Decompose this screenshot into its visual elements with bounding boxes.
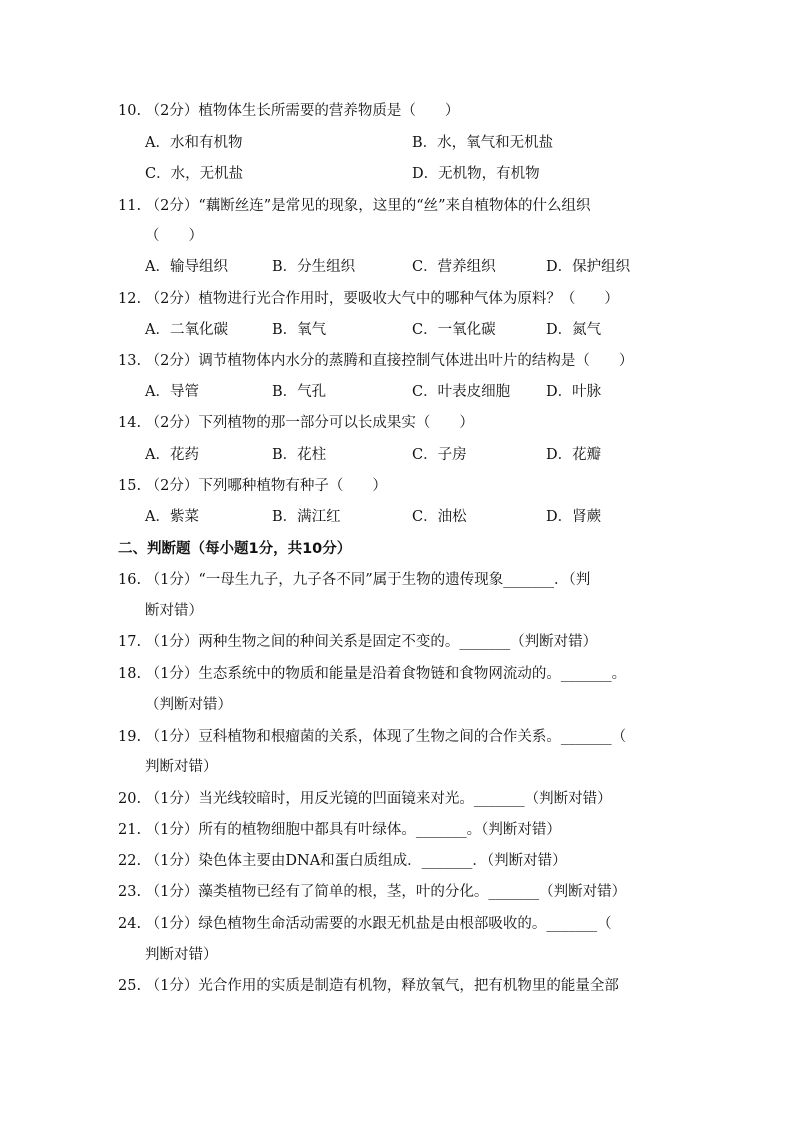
question-14-option-d: D．花瓣 xyxy=(546,447,602,463)
question-15-option-a: A．紫菜 xyxy=(145,509,199,525)
judgment-line: 23. （1分）藻类植物已经有了简单的根，茎，叶的分化。_______（判断对错） xyxy=(118,884,627,900)
question-12-option-d: D．氮气 xyxy=(546,322,602,338)
question-10-option-b: B．水，氧气和无机盐 xyxy=(412,135,554,151)
judgment-line: 22. （1分）染色体主要由DNA和蛋白质组成．_______．（判断对错） xyxy=(118,853,567,869)
question-10-option-c: C．水，无机盐 xyxy=(145,166,244,182)
question-11-option-a: A．输导组织 xyxy=(145,259,228,275)
question-13-option-b: B．气孔 xyxy=(272,384,327,400)
question-11-option-d: D．保护组织 xyxy=(546,259,631,275)
judgment-line: 判断对错） xyxy=(145,759,218,775)
judgment-line: 20. （1分）当光线较暗时，用反光镜的凹面镜来对光。_______（判断对错） xyxy=(118,791,612,807)
question-12-stem: 12. （2分）植物进行光合作用时，要吸收大气中的哪种气体为原料？（ ） xyxy=(118,291,619,307)
question-13-option-d: D．叶脉 xyxy=(546,384,602,400)
question-10-options-row-2 xyxy=(145,164,794,184)
question-15-option-d: D．肾蕨 xyxy=(546,509,602,525)
question-14-option-c: C．子房 xyxy=(412,447,467,463)
judgment-line: 判断对错） xyxy=(145,947,218,963)
question-13-option-a: A．导管 xyxy=(145,384,199,400)
judgment-line: 17. （1分）两种生物之间的种间关系是固定不变的。_______（判断对错） xyxy=(118,634,598,650)
judgment-line: （判断对错） xyxy=(145,697,232,713)
question-11-option-c: C．营养组织 xyxy=(412,259,496,275)
question-15-option-b: B．满江红 xyxy=(272,509,341,525)
question-15-options xyxy=(145,507,794,527)
question-10-option-d: D．无机物，有机物 xyxy=(412,166,540,182)
judgment-line: 18. （1分）生态系统中的物质和能量是沿着食物链和食物网流动的。_______。 xyxy=(118,666,627,682)
question-12-option-b: B．氧气 xyxy=(272,322,327,338)
judgment-line: 25. （1分）光合作用的实质是制造有机物，释放氧气，把有机物里的能量全部 xyxy=(118,978,619,994)
question-14-option-a: A．花药 xyxy=(145,447,199,463)
question-14-options xyxy=(145,445,794,465)
question-13-option-c: C．叶表皮细胞 xyxy=(412,384,511,400)
question-12-option-c: C．一氧化碳 xyxy=(412,322,496,338)
question-13-stem: 13. （2分）调节植物体内水分的蒸腾和直接控制气体进出叶片的结构是（ ） xyxy=(118,353,634,369)
question-10-options-row-1 xyxy=(145,133,794,153)
question-12-option-a: A．二氧化碳 xyxy=(145,322,228,338)
question-15-option-c: C．油松 xyxy=(412,509,467,525)
question-14-stem: 14. （2分）下列植物的那一部分可以长成果实（ ） xyxy=(118,415,474,431)
question-12-options xyxy=(145,320,794,340)
judgment-line: 16. （1分）“一母生九子，九子各不同”属于生物的遗传现象_______．（判 xyxy=(118,572,591,588)
judgment-line: 21. （1分）所有的植物细胞中都具有叶绿体。_______。（判断对错） xyxy=(118,822,561,838)
judgment-line: 24. （1分）绿色植物生命活动需要的水跟无机盐是由根部吸收的。_______（ xyxy=(118,916,612,932)
question-11-options xyxy=(145,257,794,277)
question-11-stem: 11. （2分）“藕断丝连”是常见的现象，这里的“丝”来自植物体的什么组织 xyxy=(118,198,591,214)
question-10-option-a: A．水和有机物 xyxy=(145,135,243,151)
question-11-stem-cont: （ ） xyxy=(145,228,203,244)
question-11-option-b: B．分生组织 xyxy=(272,259,356,275)
section-title-judgment: 二、判断题（每小题1分，共10分） xyxy=(118,541,352,557)
question-10-stem: 10. （2分）植物体生长所需要的营养物质是（ ） xyxy=(118,103,460,119)
question-15-stem: 15. （2分）下列哪种植物有种子（ ） xyxy=(118,478,387,494)
question-14-option-b: B．花柱 xyxy=(272,447,327,463)
question-13-options xyxy=(145,382,794,402)
judgment-line: 19. （1分）豆科植物和根瘤菌的关系，体现了生物之间的合作关系。_______（ xyxy=(118,729,627,745)
judgment-line: 断对错） xyxy=(145,603,203,619)
